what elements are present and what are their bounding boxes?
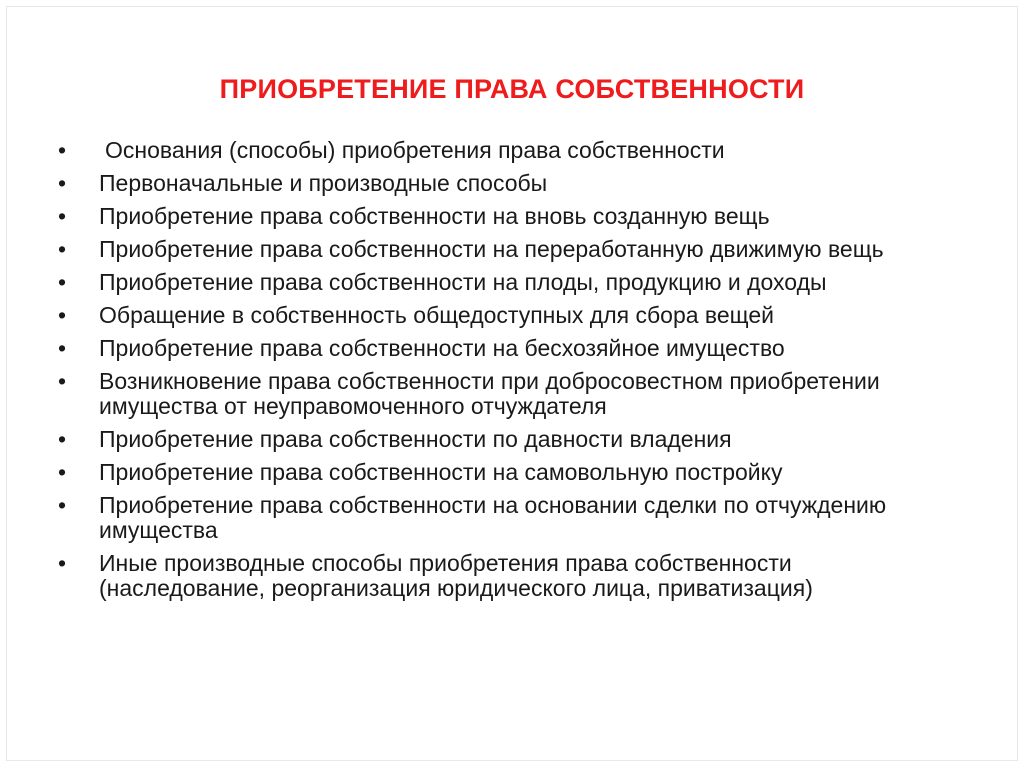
list-item: [58, 551, 958, 601]
slide-title: ПРИОБРЕТЕНИЕ ПРАВА СОБСТВЕННОСТИ: [219, 74, 805, 104]
list-item-text: Первоначальные и производные способы: [99, 170, 548, 196]
list-item-text: Возникновение права собственности при добросовестном приобретении имущества от неуправомоченного отчуждателя: [99, 368, 880, 419]
list-item: [58, 493, 958, 543]
bullet-icon: •: [58, 550, 67, 576]
list-item-text: Приобретение права собственности на переработанную движимую вещь: [99, 236, 884, 262]
bullet-icon: •: [58, 492, 67, 518]
bullet-list: [58, 138, 958, 609]
list-item-text: Основания (способы) приобретения права собственности: [105, 137, 725, 163]
list-item: [58, 460, 958, 485]
list-item-text: Обращение в собственность общедоступных для сбора вещей: [99, 302, 774, 328]
list-item: [58, 171, 958, 196]
list-item: [58, 270, 958, 295]
bullet-icon: •: [58, 170, 67, 196]
list-item-text: Иные производные способы приобретения права собственности (наследование, реорганизация юридического лица, приватизация): [99, 550, 813, 601]
bullet-icon: •: [58, 269, 67, 295]
bullet-icon: •: [58, 137, 67, 163]
list-item-text: Приобретение права собственности на вновь созданную вещь: [99, 203, 770, 229]
bullet-icon: •: [58, 368, 67, 394]
list-item-text: Приобретение права собственности по давности владения: [99, 426, 732, 452]
bullet-icon: •: [58, 203, 67, 229]
list-item: [58, 336, 958, 361]
list-item: [58, 237, 958, 262]
list-item: [58, 204, 958, 229]
list-item: [58, 303, 958, 328]
bullet-icon: •: [58, 302, 67, 328]
list-item-text: Приобретение права собственности на самовольную постройку: [99, 459, 783, 485]
bullet-icon: •: [58, 459, 67, 485]
list-item-text: Приобретение права собственности на плоды, продукцию и доходы: [99, 269, 827, 295]
list-item: [58, 138, 958, 163]
list-item: [58, 427, 958, 452]
list-item-text: Приобретение права собственности на бесхозяйное имущество: [99, 335, 785, 361]
bullet-icon: •: [58, 335, 67, 361]
list-item-text: Приобретение права собственности на основании сделки по отчуждению имущества: [99, 492, 887, 543]
list-item: [58, 369, 958, 419]
bullet-icon: •: [58, 236, 67, 262]
bullet-icon: •: [58, 426, 67, 452]
